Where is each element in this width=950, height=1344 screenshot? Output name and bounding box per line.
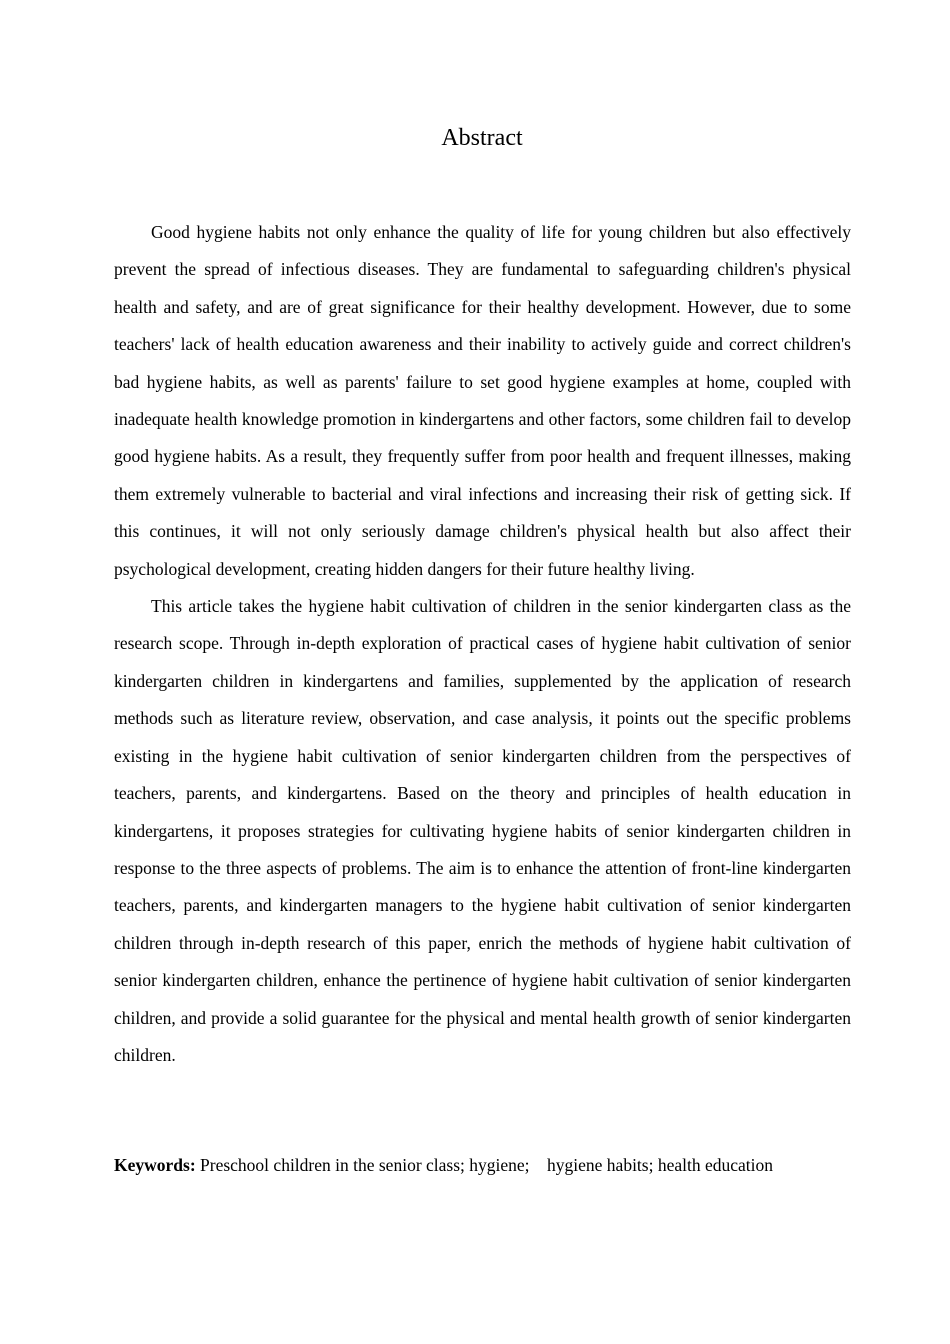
keywords-text: Preschool children in the senior class; hygiene; hygiene habits; health education [195, 1155, 774, 1175]
abstract-paragraph-2: This article takes the hygiene habit cultivation of children in the senior kindergarten class as the research scope. Through in-depth exploration of practical cases of hygiene habit cultivation of senior kindergarten children in kindergartens and families, supplemented by the application of research methods such as literature review, observation, and case analysis, it points out the specific problems existing in the hygiene habit cultivation of senior kindergarten children from the perspectives of teachers, parents, and kindergartens. Based on the theory and principles of health education in kindergartens, it proposes strategies for cultivating hygiene habits of senior kindergarten children in response to the three aspects of problems. The aim is to enhance the attention of front-line kindergarten teachers, parents, and kindergarten managers to the hygiene habit cultivation of senior kindergarten children through in-depth research of this paper, enrich the methods of hygiene habit cultivation of senior kindergarten children, enhance the pertinence of hygiene habit cultivation of senior kindergarten children, and provide a solid guarantee for the physical and mental health growth of senior kindergarten children. [114, 596, 851, 1065]
abstract-body [114, 214, 851, 1074]
abstract-paragraph-1: Good hygiene habits not only enhance the quality of life for young children but also effectively prevent the spread of infectious diseases. They are fundamental to safeguarding children's physical health and safety, and are of great significance for their healthy development. However, due to some teachers' lack of health education awareness and their inability to actively guide and correct children's bad hygiene habits, as well as parents' failure to set good hygiene examples at home, coupled with inadequate health knowledge promotion in kindergartens and other factors, some children fail to develop good hygiene habits. As a result, they frequently suffer from poor health and frequent illnesses, making them extremely vulnerable to bacterial and viral infections and increasing their risk of getting sick. If this continues, it will not only seriously damage children's physical health but also affect their psychological development, creating hidden dangers for their future healthy living. [114, 222, 851, 579]
keywords-label: Keywords: [114, 1155, 196, 1175]
keywords-line [114, 1149, 851, 1181]
abstract-title: Abstract [441, 125, 523, 151]
